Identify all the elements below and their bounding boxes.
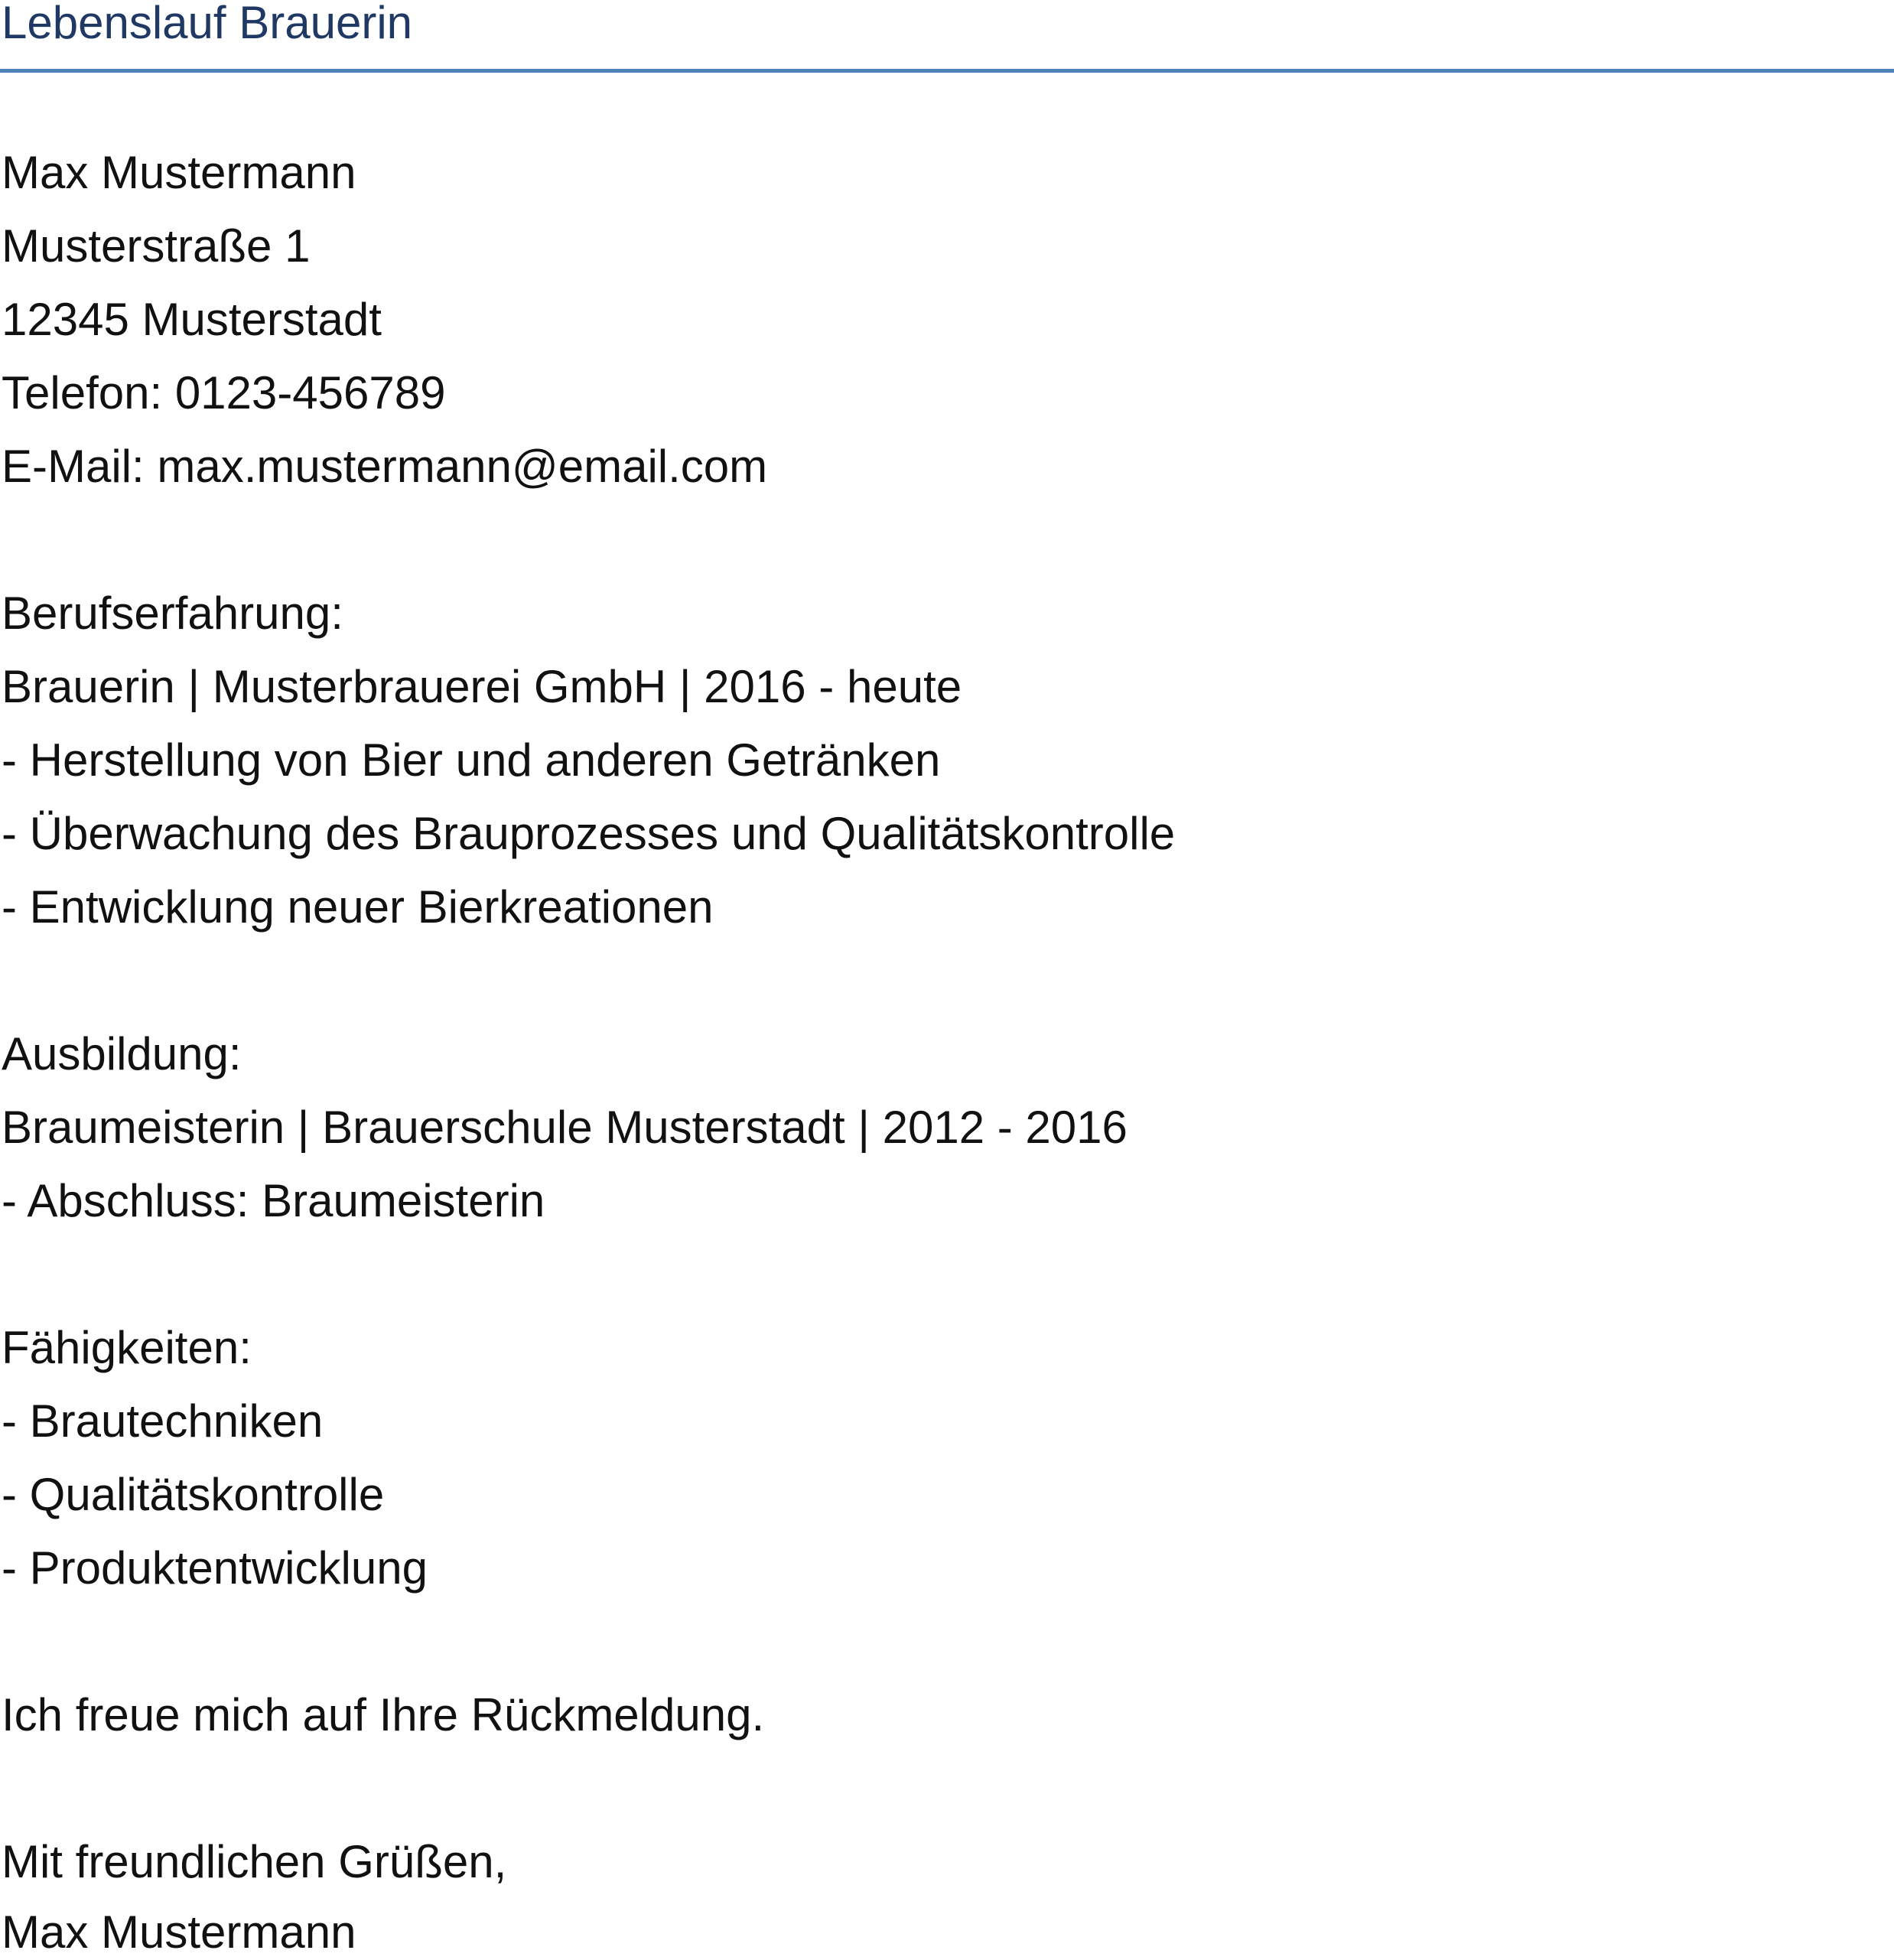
education-heading: Ausbildung: bbox=[2, 1028, 242, 1079]
contact-name: Max Mustermann bbox=[2, 147, 356, 198]
experience-item: - Herstellung von Bier und anderen Getränken bbox=[2, 734, 941, 786]
education-entry: Braumeisterin | Brauerschule Musterstadt | 2012 - 2016 bbox=[2, 1102, 1128, 1153]
title-underline bbox=[0, 69, 1894, 73]
contact-phone: Telefon: 0123-456789 bbox=[2, 367, 446, 418]
skills-item: - Brautechniken bbox=[2, 1395, 324, 1447]
education-item: - Abschluss: Braumeisterin bbox=[2, 1175, 545, 1226]
contact-street: Musterstraße 1 bbox=[2, 220, 311, 272]
contact-city: 12345 Musterstadt bbox=[2, 294, 382, 345]
experience-item: - Überwachung des Brauprozesses und Qualitätskontrolle bbox=[2, 808, 1176, 859]
document-title: Lebenslauf Brauerin bbox=[2, 0, 413, 48]
skills-item: - Produktentwicklung bbox=[2, 1542, 428, 1594]
skills-heading: Fähigkeiten: bbox=[2, 1322, 252, 1373]
closing-signature: Max Mustermann bbox=[2, 1906, 356, 1958]
contact-email: E-Mail: max.mustermann@email.com bbox=[2, 441, 768, 492]
experience-heading: Berufserfahrung: bbox=[2, 588, 343, 639]
closing-statement: Ich freue mich auf Ihre Rückmeldung. bbox=[2, 1689, 765, 1740]
experience-item: - Entwicklung neuer Bierkreationen bbox=[2, 881, 714, 933]
experience-position: Brauerin | Musterbrauerei GmbH | 2016 - heute bbox=[2, 661, 962, 712]
skills-item: - Qualitätskontrolle bbox=[2, 1469, 385, 1520]
closing-greeting: Mit freundlichen Grüßen, bbox=[2, 1836, 507, 1887]
